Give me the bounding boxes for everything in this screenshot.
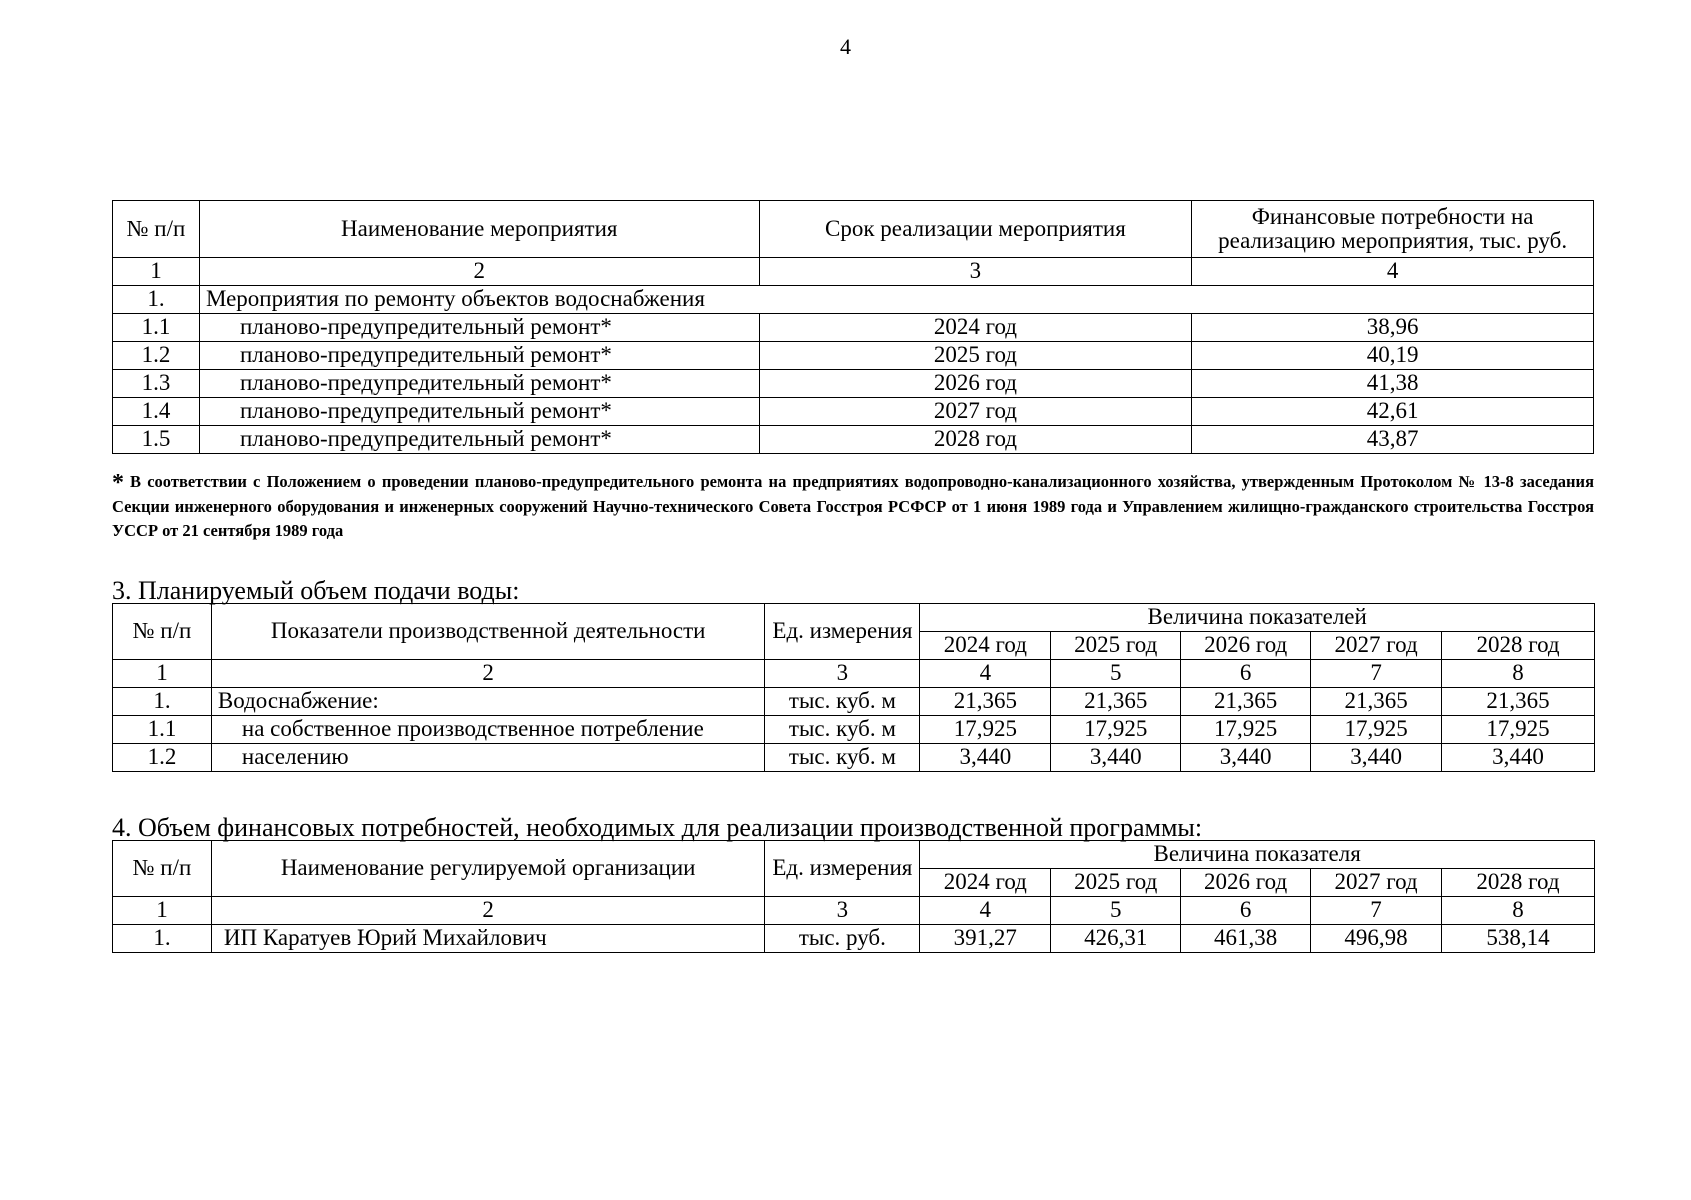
footnote-text: В соответствии с Положением о проведении планово-предупредительного ремонта на предприятиях водопроводно-канализационного хозяйства, утвержденным Протоколом № 13-8 заседания Секции инженерного оборудования и инженерных сооружений Научно-технического Совета Госстроя РСФСР от 1 июня 1989 года и Управлением жилищно-гражданского строительства Госстроя УССР от 21 сентября 1989 года — [112, 472, 1594, 540]
row-num: 1. — [113, 688, 212, 716]
table-row — [113, 426, 1594, 454]
row-name: ИП Каратуев Юрий Михайлович — [211, 925, 764, 953]
column-number: 3 — [765, 897, 920, 925]
row-unit: тыс. куб. м — [765, 716, 920, 744]
header-year: 2024 год — [920, 869, 1051, 897]
table-group-row — [113, 286, 1594, 314]
table-row — [113, 716, 1595, 744]
column-number: 3 — [759, 258, 1192, 286]
row-num: 1.2 — [113, 342, 200, 370]
row-value: 40,19 — [1192, 342, 1594, 370]
row-unit: тыс. куб. м — [765, 744, 920, 772]
table-row — [113, 398, 1594, 426]
row-value: 41,38 — [1192, 370, 1594, 398]
row-name: населению — [211, 744, 765, 772]
row-value: 17,925 — [1051, 716, 1181, 744]
column-number: 1 — [113, 897, 212, 925]
header-year: 2026 год — [1181, 632, 1311, 660]
header-organization-name: Наименование регулируемой организации — [211, 841, 764, 897]
column-number: 6 — [1181, 897, 1311, 925]
row-name: планово-предупредительный ремонт* — [199, 342, 759, 370]
footnote-star: * — [112, 470, 124, 496]
column-number: 5 — [1051, 897, 1181, 925]
column-number: 7 — [1311, 660, 1442, 688]
row-term: 2028 год — [759, 426, 1192, 454]
row-value: 3,440 — [1051, 744, 1181, 772]
row-name: на собственное производственное потребление — [211, 716, 765, 744]
header-indicator-name: Показатели производственной деятельности — [211, 604, 765, 660]
header-year: 2026 год — [1181, 869, 1311, 897]
header-finance: Финансовые потребности на реализацию мероприятия, тыс. руб. — [1192, 201, 1594, 258]
column-numbers-row — [113, 660, 1595, 688]
page-number: 4 — [840, 34, 851, 59]
row-term: 2024 год — [759, 314, 1192, 342]
header-values-group: Величина показателей — [920, 604, 1595, 632]
section-3-title: 3. Планируемый объем подачи воды: — [112, 576, 520, 605]
table-row — [113, 744, 1595, 772]
header-term: Срок реализации мероприятия — [759, 201, 1192, 258]
header-num: № п/п — [113, 604, 212, 660]
row-unit: тыс. руб. — [765, 925, 920, 953]
column-number: 3 — [765, 660, 920, 688]
row-value: 426,31 — [1051, 925, 1181, 953]
row-value: 21,365 — [920, 688, 1051, 716]
row-value: 3,440 — [1311, 744, 1442, 772]
financial-needs-table — [112, 840, 1595, 953]
row-num: 1. — [113, 925, 212, 953]
table-header-row — [113, 604, 1595, 632]
section-4-title: 4. Объем финансовых потребностей, необходимых для реализации производственной программы: — [112, 813, 1203, 842]
row-num: 1.3 — [113, 370, 200, 398]
row-num: 1.1 — [113, 314, 200, 342]
header-num: № п/п — [113, 201, 200, 258]
row-name: планово-предупредительный ремонт* — [199, 426, 759, 454]
row-value: 391,27 — [920, 925, 1051, 953]
row-name: планово-предупредительный ремонт* — [199, 314, 759, 342]
header-year: 2025 год — [1051, 869, 1181, 897]
row-value: 3,440 — [1442, 744, 1595, 772]
row-value: 461,38 — [1181, 925, 1311, 953]
row-term: 2026 год — [759, 370, 1192, 398]
row-num: 1.5 — [113, 426, 200, 454]
header-num: № п/п — [113, 841, 212, 897]
row-value: 38,96 — [1192, 314, 1594, 342]
row-value: 3,440 — [920, 744, 1051, 772]
column-number: 2 — [211, 660, 765, 688]
column-number: 8 — [1442, 897, 1595, 925]
row-value: 21,365 — [1181, 688, 1311, 716]
row-value: 21,365 — [1442, 688, 1595, 716]
header-unit: Ед. измерения — [765, 604, 920, 660]
row-value: 17,925 — [1311, 716, 1442, 744]
row-num: 1. — [113, 286, 200, 314]
row-value: 17,925 — [920, 716, 1051, 744]
row-unit: тыс. куб. м — [765, 688, 920, 716]
header-year: 2028 год — [1442, 632, 1595, 660]
row-name: планово-предупредительный ремонт* — [199, 398, 759, 426]
table-row — [113, 314, 1594, 342]
row-name: планово-предупредительный ремонт* — [199, 370, 759, 398]
column-number: 4 — [920, 660, 1051, 688]
column-numbers-row — [113, 258, 1594, 286]
row-name: Водоснабжение: — [211, 688, 765, 716]
row-value: 496,98 — [1311, 925, 1442, 953]
header-year: 2027 год — [1311, 632, 1442, 660]
footnote — [112, 470, 1594, 543]
row-value: 3,440 — [1181, 744, 1311, 772]
column-number: 5 — [1051, 660, 1181, 688]
group-name: Мероприятия по ремонту объектов водоснабжения — [199, 286, 1593, 314]
row-value: 538,14 — [1442, 925, 1595, 953]
column-number: 1 — [113, 660, 212, 688]
header-measure-name: Наименование мероприятия — [199, 201, 759, 258]
table-row — [113, 688, 1595, 716]
column-number: 1 — [113, 258, 200, 286]
header-year: 2024 год — [920, 632, 1051, 660]
column-number: 7 — [1311, 897, 1442, 925]
table-row — [113, 342, 1594, 370]
column-number: 2 — [199, 258, 759, 286]
column-number: 6 — [1181, 660, 1311, 688]
table-row — [113, 370, 1594, 398]
table-header-row — [113, 201, 1594, 258]
header-year: 2027 год — [1311, 869, 1442, 897]
column-number: 4 — [1192, 258, 1594, 286]
header-values-group: Величина показателя — [920, 841, 1595, 869]
row-value: 21,365 — [1311, 688, 1442, 716]
row-value: 21,365 — [1051, 688, 1181, 716]
row-term: 2025 год — [759, 342, 1192, 370]
header-year: 2025 год — [1051, 632, 1181, 660]
row-num: 1.4 — [113, 398, 200, 426]
water-supply-table — [112, 603, 1595, 772]
row-value: 17,925 — [1181, 716, 1311, 744]
column-number: 4 — [920, 897, 1051, 925]
table-row — [113, 925, 1595, 953]
header-year: 2028 год — [1442, 869, 1595, 897]
row-num: 1.2 — [113, 744, 212, 772]
row-term: 2027 год — [759, 398, 1192, 426]
table-header-row — [113, 841, 1595, 869]
column-number: 8 — [1442, 660, 1595, 688]
column-number: 2 — [211, 897, 764, 925]
row-num: 1.1 — [113, 716, 212, 744]
row-value: 43,87 — [1192, 426, 1594, 454]
row-value: 42,61 — [1192, 398, 1594, 426]
column-numbers-row — [113, 897, 1595, 925]
row-value: 17,925 — [1442, 716, 1595, 744]
repair-measures-table — [112, 200, 1594, 454]
header-unit: Ед. измерения — [765, 841, 920, 897]
